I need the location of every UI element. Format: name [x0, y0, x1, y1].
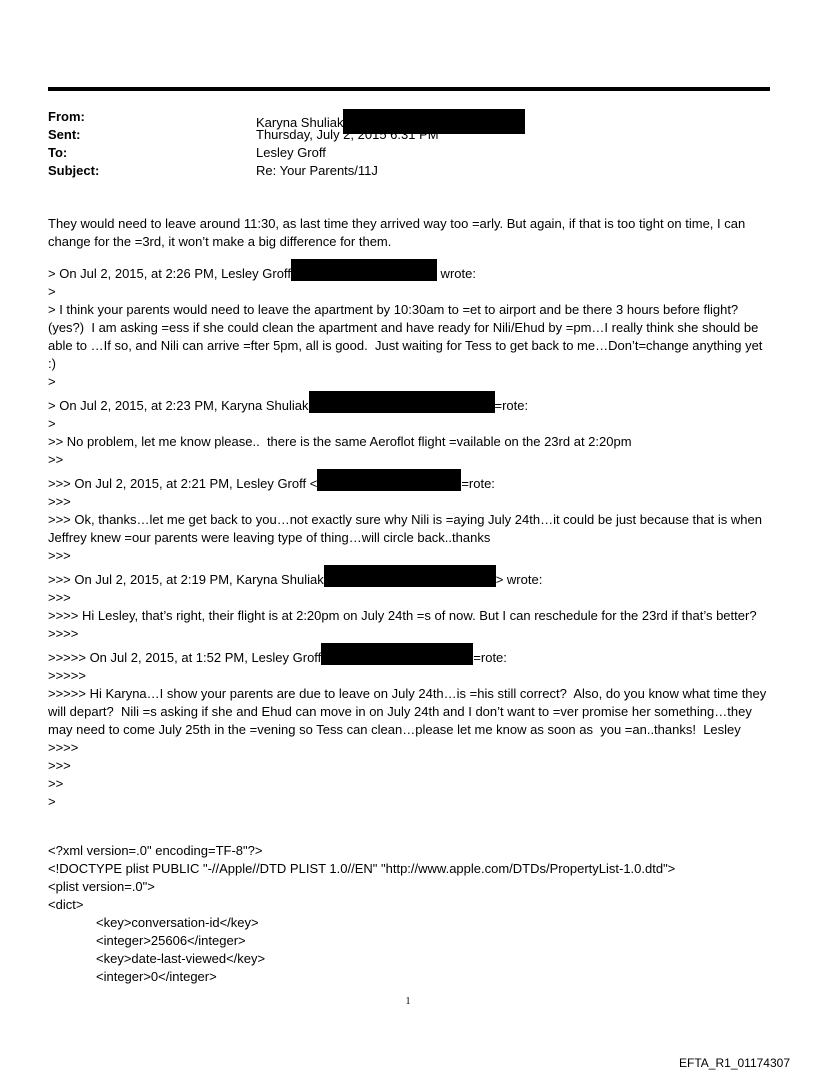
quoted-line: >>>>	[48, 626, 79, 641]
sent-label: Sent:	[48, 127, 81, 142]
email-body	[48, 215, 772, 811]
from-value: Karyna Shuliak	[256, 109, 525, 134]
reply-paragraph: They would need to leave around 11:30, as last time they arrived way too =arly. But again, if that is too tight on time, I can change for the =3rd, it won’t make a big difference for them.	[48, 216, 749, 249]
quoted-line: >>	[48, 776, 64, 791]
xml-line: <integer>0</integer>	[96, 969, 217, 984]
quoted-line: >>>	[48, 548, 71, 563]
subject-label: Subject:	[48, 163, 100, 178]
page-number: 1	[405, 996, 411, 1007]
from-label: From:	[48, 109, 85, 124]
xml-plist-block	[48, 842, 675, 986]
xml-line: <integer>25606</integer>	[96, 933, 246, 948]
xml-line: <key>conversation-id</key>	[96, 915, 259, 930]
quoted-paragraph: >>>> Hi Lesley, that’s right, their flight is at 2:20pm on July 24th =s of now. But I can reschedule for the 23rd if that’s better?	[48, 608, 757, 623]
quote-header-line: >>>>> On Jul 2, 2015, at 1:52 PM, Lesley Groff =rote:	[48, 643, 772, 667]
quote-header-line: >>> On Jul 2, 2015, at 2:19 PM, Karyna Shuliak > wrote:	[48, 565, 772, 589]
header-rule	[48, 87, 770, 91]
to-label: To:	[48, 145, 68, 160]
quoted-paragraph: >>>>> Hi Karyna…I show your parents are due to leave on July 24th…is =his still correct? Also, do you know what time they will depart? Nili =s asking if she and Ehud can move in on July 24th and I don’t want to =ver promise her something…they may need to come July 25th in the =vening so Tess can clean…please let me know as soon as you =an..thanks! Lesley	[48, 686, 770, 737]
quoted-paragraph: >> No problem, let me know please.. there is the same Aeroflot flight =vailable on the 23rd at 2:20pm	[48, 434, 632, 449]
quoted-paragraph: > I think your parents would need to leave the apartment by 10:30am to =et to airport and be there 3 hours before flight? (yes?) I am asking =ess if she could clean the apartment and have ready for Nili/Ehud by =pm…I really think she should be able to …If so, and Nili can arrive =fter 5pm, all is good. Just waiting for Tess to get back to me…Don’t=change anything yet :)	[48, 302, 767, 371]
redaction-block	[324, 565, 496, 587]
redaction-block	[309, 391, 495, 413]
subject-value: Re: Your Parents/11J	[256, 163, 378, 178]
quote-header-line: >>> On Jul 2, 2015, at 2:21 PM, Lesley Groff < =rote:	[48, 469, 772, 493]
redaction-block	[317, 469, 461, 491]
quoted-paragraph: >>> Ok, thanks…let me get back to you…not exactly sure why Nili is =aying July 24th…it could be just because that is when Jeffrey knew =our parents were leaving type of thing…will circle back..thanks	[48, 512, 766, 545]
quoted-line: >>>>	[48, 740, 79, 755]
xml-line: <plist version=.0">	[48, 879, 155, 894]
sent-value: Thursday, July 2, 2015 6:31 PM	[256, 127, 439, 142]
quoted-line: >>>	[48, 494, 71, 509]
to-value: Lesley Groff	[256, 145, 326, 160]
quoted-line: >>	[48, 452, 64, 467]
xml-line: <!DOCTYPE plist PUBLIC "-//Apple//DTD PLIST 1.0//EN" "http://www.apple.com/DTDs/PropertyList-1.0.dtd">	[48, 861, 676, 876]
xml-line: <dict>	[48, 897, 84, 912]
quoted-line: >	[48, 416, 56, 431]
quoted-line: >	[48, 284, 56, 299]
quote-header-line: > On Jul 2, 2015, at 2:23 PM, Karyna Shuliak =rote:	[48, 391, 772, 415]
redaction-block	[291, 259, 437, 281]
quoted-line: >>>	[48, 758, 71, 773]
quoted-line: >	[48, 374, 56, 389]
xml-line: <key>date-last-viewed</key>	[96, 951, 266, 966]
quoted-line: >	[48, 794, 56, 809]
xml-line: <?xml version=.0" encoding=TF-8"?>	[48, 843, 263, 858]
quote-header-line: > On Jul 2, 2015, at 2:26 PM, Lesley Groff wrote:	[48, 259, 772, 283]
document-id: EFTA_R1_01174307	[679, 1056, 790, 1070]
quoted-line: >>>	[48, 590, 71, 605]
redaction-block	[321, 643, 473, 665]
quoted-line: >>>>>	[48, 668, 86, 683]
